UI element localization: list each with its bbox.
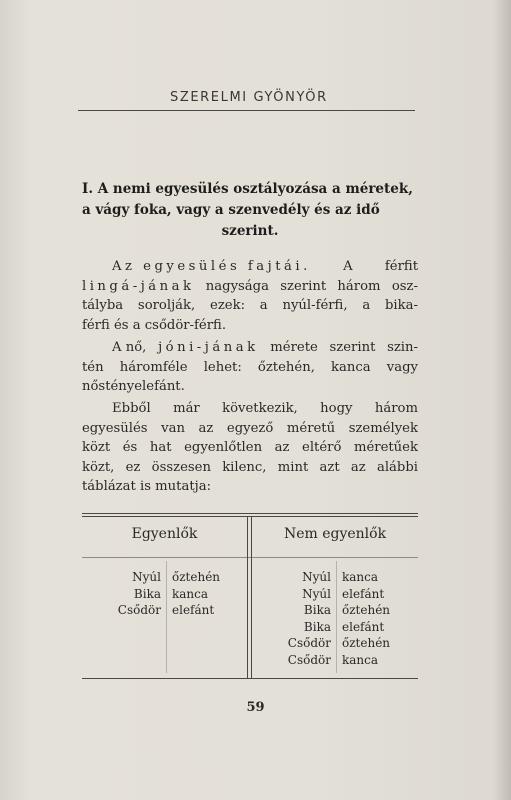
table-cell: elefánt: [172, 603, 215, 617]
unequal-male-column: [252, 569, 331, 668]
text-word: vagy: [386, 359, 418, 375]
text-word: egyenlőtlen: [184, 440, 263, 455]
text-word: van: [161, 420, 185, 436]
table-cell: kanca: [172, 586, 209, 601]
text-word: három: [337, 278, 381, 294]
text-word: Ebből: [112, 401, 151, 416]
text-word: és: [122, 440, 138, 455]
table-inner-divider: [166, 561, 167, 673]
table-top-rule: [82, 516, 418, 517]
text-word: Az egyesülés fajtái.: [112, 259, 311, 274]
text-word: a: [259, 298, 268, 313]
paragraph-kinds-of-union: [82, 257, 418, 335]
text-line: férfi és a csődör-férfi.: [82, 317, 227, 333]
text-word: mint: [277, 459, 309, 475]
text-line: [82, 399, 418, 419]
text-word: az: [274, 440, 290, 455]
page-gutter-shadow: [493, 0, 511, 800]
text-line: [82, 438, 418, 458]
table-cell: Nyúl: [302, 570, 331, 584]
text-word: az: [198, 420, 214, 436]
table-bottom-rule: [82, 678, 418, 679]
text-word: hogy: [320, 401, 353, 416]
text-word: alábbi: [376, 459, 418, 475]
text-word: férfit: [384, 259, 418, 274]
table-cell: Bika: [303, 619, 331, 634]
table-cell: Csődör: [117, 603, 161, 617]
table-top-rule: [82, 513, 418, 514]
text-word: azt: [319, 459, 340, 475]
table-cell: Nyúl: [302, 586, 331, 601]
text-word: mérete: [270, 340, 318, 355]
table-cell: elefánt: [342, 619, 385, 634]
running-head: SZERELMI GYÖNYÖR: [170, 90, 328, 105]
text-line: [82, 458, 418, 478]
text-word: egyesülés: [82, 420, 148, 436]
table-cell: Bika: [133, 586, 161, 601]
text-word: szerint: [329, 340, 376, 355]
text-word: ez: [125, 459, 141, 475]
text-word: ezek:: [210, 298, 246, 313]
text-word: A: [343, 259, 353, 274]
text-word: közt,: [82, 459, 115, 475]
text-line: [82, 277, 418, 297]
table-header-unequal: Nem egyenlők: [283, 526, 387, 542]
unequal-female-column: [342, 569, 418, 668]
section-title-line: szerint.: [221, 223, 279, 239]
section-title: [82, 179, 418, 242]
text-word: nyúl-férfi,: [282, 298, 348, 313]
text-line: [82, 296, 418, 316]
table-column-divider: [247, 516, 248, 678]
text-word: szerint: [280, 278, 327, 294]
table-inner-divider: [336, 561, 337, 673]
page-number: 59: [246, 700, 265, 715]
table-cell: kanca: [342, 570, 379, 584]
text-word: eltérő: [302, 440, 342, 455]
table-cell: Bika: [303, 603, 331, 617]
text-word: személyek: [348, 420, 418, 436]
table-cell: Csődör: [287, 652, 331, 667]
text-word: lehet:: [203, 359, 242, 375]
table-cell: Nyúl: [132, 570, 161, 584]
text-word: három: [374, 401, 418, 416]
text-word: kilenc,: [222, 459, 267, 475]
header-rule: [78, 110, 415, 111]
text-line: [82, 338, 418, 358]
text-word: összesen: [151, 459, 211, 475]
text-word: kanca: [331, 359, 371, 375]
text-word: tén: [82, 359, 104, 375]
text-word: közt: [82, 440, 111, 455]
union-size-table: [82, 513, 418, 680]
text-line: nőstényelefánt.: [82, 379, 185, 394]
paragraph-nine-unions: [82, 399, 418, 497]
table-cell: Csődör: [287, 636, 331, 650]
table-cell: kanca: [342, 652, 379, 667]
text-word: az: [350, 459, 366, 475]
text-word: sorolják,: [137, 298, 196, 313]
table-cell: őztehén: [172, 570, 221, 584]
text-word: osz-: [391, 278, 418, 294]
text-word: a: [362, 298, 371, 313]
text-word: jóni-jának: [158, 340, 259, 355]
text-word: háromféle: [119, 359, 188, 375]
paragraph-woman-sizes: [82, 338, 418, 397]
text-word: következik,: [222, 401, 298, 416]
text-word: méretűek: [353, 440, 418, 455]
section-title-line: I. A nemi egyesülés osztályozása a méretek,: [82, 181, 413, 197]
text-line: táblázat is mutatja:: [82, 479, 212, 494]
equal-male-column: [82, 569, 161, 619]
text-word: A nő,: [112, 340, 147, 355]
table-cell: elefánt: [342, 586, 385, 601]
text-word: nagysága: [205, 278, 269, 294]
text-word: méretű: [286, 420, 336, 436]
text-line: [82, 419, 418, 439]
text-word: bika-: [384, 298, 418, 313]
table-cell: őztehén: [342, 636, 391, 650]
text-line: [82, 257, 418, 277]
text-word: egyező: [226, 420, 274, 436]
text-word: lingá-jának: [82, 278, 195, 294]
equal-female-column: [172, 569, 247, 619]
section-title-line: a vágy foka, vagy a szenvedély és az idő: [82, 202, 380, 218]
text-word: hat: [149, 440, 172, 455]
table-cell: őztehén: [342, 603, 391, 617]
text-line: [82, 358, 418, 378]
text-word: szin-: [387, 340, 418, 355]
text-word: már: [173, 401, 200, 416]
text-word: őztehén,: [257, 359, 315, 375]
table-header-equal: Egyenlők: [131, 526, 198, 542]
table-header-rule: [82, 557, 418, 558]
text-word: tályba: [82, 298, 124, 313]
